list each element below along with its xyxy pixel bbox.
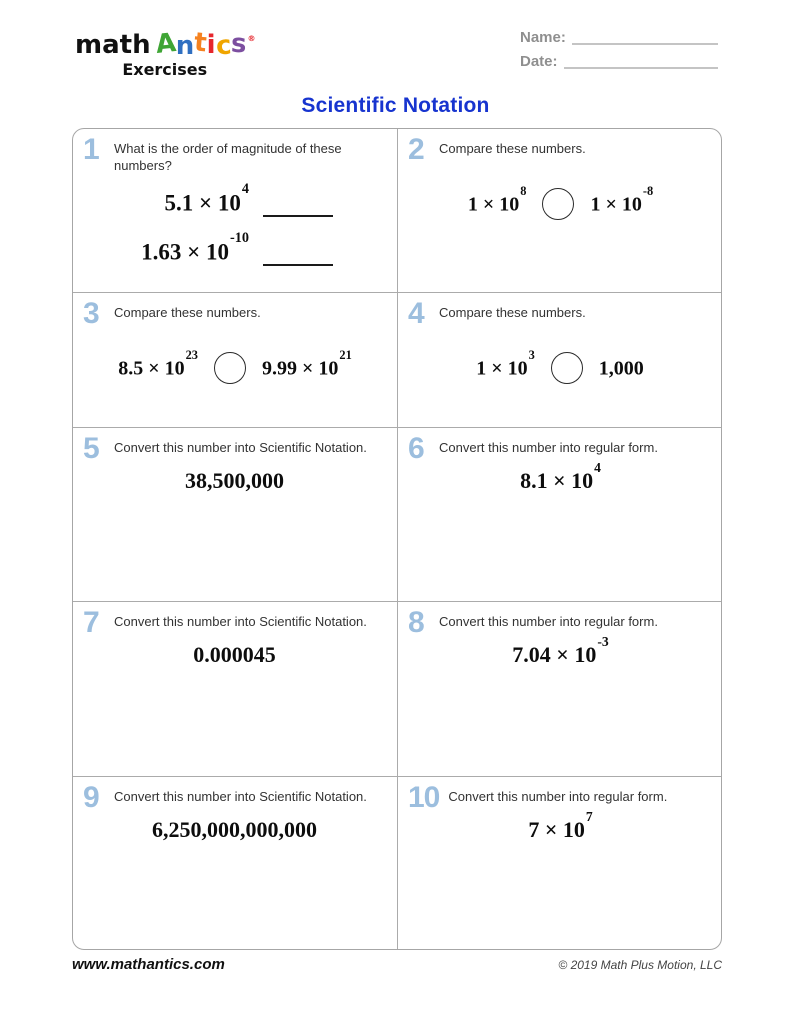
math-base: 38,500,000 [185,468,284,494]
question-prompt: Convert this number into Scientific Notation. [114,440,367,455]
comparison-row [408,347,713,384]
convert-value-row [408,459,713,494]
comparison-circle[interactable] [542,188,574,220]
magnitude-row-2 [83,230,387,266]
math-expression-right [590,183,654,217]
question-7-cell [73,602,398,777]
question-number: 4 [408,297,424,330]
question-header [408,781,713,814]
name-blank-line[interactable] [572,31,718,45]
magnitude-row-1 [83,181,387,217]
page-title: Scientific Notation [301,94,490,117]
website-url: www.mathantics.com [72,956,225,973]
math-base: 6,250,000,000,000 [152,817,317,843]
math-base: 1.63 × 10 [141,239,229,265]
question-header [83,133,387,174]
math-exponent: 7 [585,808,593,824]
comparison-row [83,347,387,384]
math-base: 0.000045 [193,642,276,668]
question-header [408,297,713,330]
question-number: 1 [83,133,99,166]
question-number: 3 [83,297,99,330]
math-exponent: 3 [528,347,535,362]
math-exponent: -3 [597,633,609,649]
question-number: 9 [83,781,99,814]
math-expression [512,633,609,668]
comparison-circle[interactable] [551,352,583,384]
copyright-notice: © 2019 Math Plus Motion, LLC [558,958,722,972]
math-base: 8.5 × 10 [118,357,185,380]
question-6-cell [398,428,722,602]
question-header [83,606,387,639]
answer-blank[interactable] [263,246,333,266]
question-number: 10 [408,781,440,814]
math-expression [520,459,601,494]
math-expression [164,181,249,217]
math-base: 9.99 × 10 [262,357,339,380]
math-antics-logo [75,27,256,79]
math-base: 1,000 [598,357,644,380]
math-base: 7 × 10 [528,817,585,843]
math-expression [141,230,249,266]
math-expression [185,468,285,493]
logo-letter: s [230,28,248,60]
logo-letter: i [206,30,216,60]
math-exponent: -10 [230,230,249,247]
math-expression [528,808,593,843]
logo-word-math: math [75,30,151,60]
logo-letter: c [214,30,233,62]
logo-antics [153,27,248,62]
answer-blank[interactable] [263,197,333,217]
math-exponent: -8 [642,183,654,198]
question-prompt: Convert this number into Scientific Notation. [114,789,367,804]
question-1-cell [73,129,398,293]
math-base: 5.1 × 10 [164,190,241,216]
name-row [520,30,718,45]
question-header [408,133,713,166]
question-prompt: Compare these numbers. [439,141,586,156]
math-expression-left [118,347,198,381]
question-header [83,297,387,330]
question-prompt: Compare these numbers. [114,305,261,320]
convert-value-row [83,468,387,494]
question-prompt: Compare these numbers. [439,305,586,320]
question-number: 2 [408,133,424,166]
math-base: 8.1 × 10 [520,468,594,494]
name-label: Name: [520,29,566,46]
question-3-cell [73,293,398,428]
questions-grid [72,128,722,950]
math-exponent: 4 [594,459,601,475]
question-header [83,781,387,814]
question-prompt: What is the order of magnitude of these numbers? [114,141,342,173]
question-number: 8 [408,606,424,639]
logo-subtitle: Exercises [122,60,208,79]
registered-trademark-mark: ® [247,34,256,43]
question-prompt: Convert this number into regular form. [448,789,668,804]
date-blank-line[interactable] [564,55,718,69]
question-header [408,432,713,465]
comparison-row [408,183,713,220]
logo-letter: A [153,28,178,60]
math-expression-right [262,347,352,381]
math-exponent: 4 [241,181,249,198]
question-prompt: Convert this number into regular form. [439,614,658,629]
math-exponent: 23 [185,347,198,362]
question-prompt: Convert this number into regular form. [439,440,658,455]
page-footer [72,956,722,973]
date-row [520,54,718,69]
question-2-cell [398,129,722,293]
question-number: 7 [83,606,99,639]
question-9-cell [73,777,398,949]
question-8-cell [398,602,722,777]
convert-value-row [83,817,387,843]
question-prompt: Convert this number into Scientific Notation. [114,614,367,629]
question-number: 5 [83,432,99,465]
math-base: 1 × 10 [476,357,528,380]
question-number: 6 [408,432,424,465]
math-expression-right [599,356,645,381]
convert-value-row [83,642,387,668]
math-expression-left [467,183,527,217]
question-5-cell [73,428,398,602]
name-date-block [520,30,718,78]
math-base: 7.04 × 10 [512,642,597,668]
math-base: 1 × 10 [467,193,520,216]
math-expression [152,817,318,842]
math-exponent: 8 [520,183,527,198]
logo-letter: n [175,31,195,61]
logo-wordmark [75,27,256,62]
question-header [408,606,713,639]
question-4-cell [398,293,722,428]
math-base: 1 × 10 [590,193,642,216]
convert-value-row [408,808,713,843]
comparison-circle[interactable] [214,352,246,384]
question-header [83,432,387,465]
logo-letter: t [193,27,209,59]
math-expression-left [476,347,535,381]
convert-value-row [408,633,713,668]
question-10-cell [398,777,722,949]
math-exponent: 21 [339,347,352,362]
date-label: Date: [520,53,558,70]
math-expression [193,642,277,667]
